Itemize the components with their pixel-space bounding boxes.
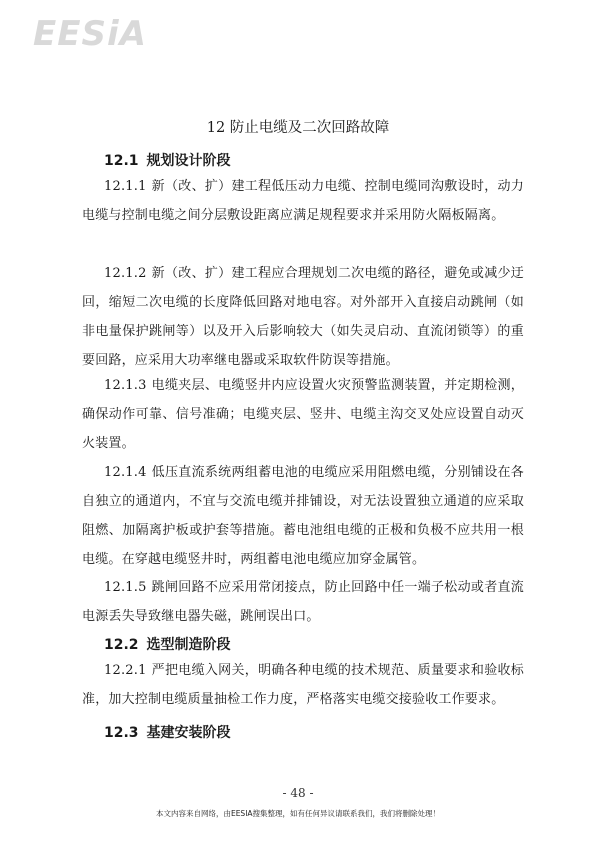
subsection-heading	[104, 722, 231, 742]
eesia-logo: EESiA	[33, 14, 147, 54]
paragraph	[82, 458, 524, 574]
footer-disclaimer: 本文内容来自网络，由EESIA搜集整理，如有任何异议请联系我们，我们将删除处理！	[155, 809, 441, 818]
subsection-number: 12.1	[104, 153, 139, 169]
paragraph-text: 电缆夹层、电缆竖井内应设置火灾预警监测装置，并定期检测，确保动作可靠、信号准确；电缆夹层、竖井、电缆主沟交叉处应设置自动灭火装置。	[82, 378, 524, 451]
paragraph-number: 12.1.3	[104, 378, 147, 393]
subsection-heading	[104, 634, 231, 654]
paragraph-text: 严把电缆入网关，明确各种电缆的技术规范、质量要求和验收标准，加大控制电缆质量抽检工作力度，严格落实电缆交接验收工作要求。	[82, 663, 524, 707]
paragraph	[82, 259, 524, 375]
paragraph	[82, 371, 524, 458]
paragraph	[82, 656, 524, 714]
paragraph-text: 新（改、扩）建工程低压动力电缆、控制电缆同沟敷设时，动力电缆与控制电缆之间分层敷设距离应满足规程要求并采用防火隔板隔离。	[82, 179, 524, 223]
paragraph-number: 12.1.5	[104, 580, 147, 595]
paragraph-number: 12.2.1	[104, 663, 147, 678]
subsection-title: 选型制造阶段	[146, 637, 231, 653]
subsection-title: 基建安装阶段	[146, 725, 231, 741]
page-number: - 48 -	[282, 786, 314, 800]
paragraph-text: 新（改、扩）建工程应合理规划二次电缆的路径，避免或减少迂回，缩短二次电缆的长度降低回路对地电容。对外部开入直接启动跳闸（如非电量保护跳闸等）以及开入后影响较大（如失灵启动、直流闭锁等）的重要回路，应采用大功率继电器或采取软件防误等措施。	[82, 266, 524, 368]
subsection-heading	[104, 150, 231, 170]
section-title: 12 防止电缆及二次回路故障	[206, 120, 390, 136]
paragraph-number: 12.1.2	[104, 266, 147, 281]
paragraph	[82, 172, 524, 230]
subsection-number: 12.2	[104, 637, 139, 653]
subsection-title: 规划设计阶段	[146, 153, 231, 169]
paragraph-number: 12.1.1	[104, 179, 147, 194]
paragraph	[82, 573, 524, 631]
paragraph-number: 12.1.4	[104, 465, 147, 480]
subsection-number: 12.3	[104, 725, 139, 741]
paragraph-text: 跳闸回路不应采用常闭接点，防止回路中任一端子松动或者直流电源丢失导致继电器失磁，跳闸误出口。	[82, 580, 524, 624]
paragraph-text: 低压直流系统两组蓄电池的电缆应采用阻燃电缆，分别铺设在各自独立的通道内，不宜与交流电缆并排铺设，对无法设置独立通道的应采取阻燃、加隔离护板或护套等措施。蓄电池组电缆的正极和负极不应共用一根电缆。在穿越电缆竖井时，两组蓄电池电缆应加穿金属管。	[82, 465, 524, 567]
